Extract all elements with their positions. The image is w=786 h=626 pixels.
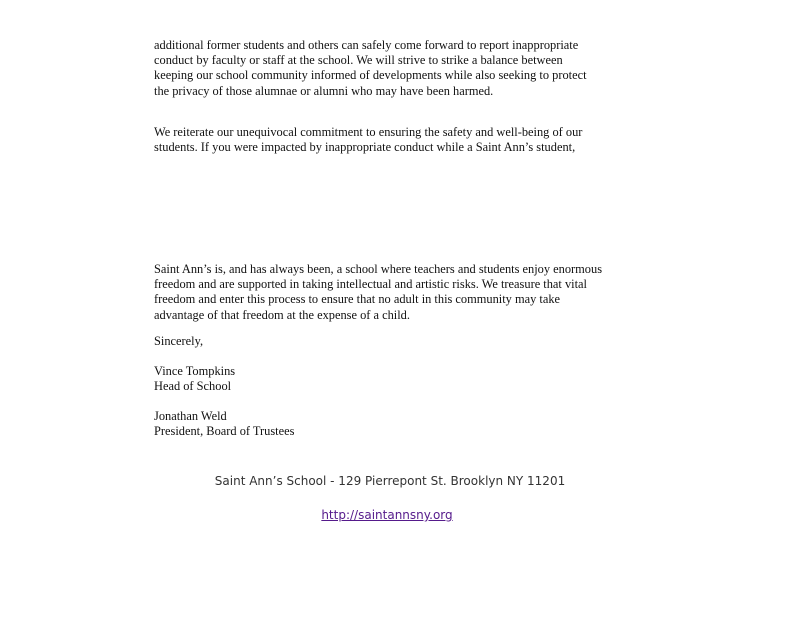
paragraph-text: We reiterate our unequivocal commitment to ensuring the safety and well-being of our students. If you were impacted by inappropriate conduct while a Saint Ann’s student, [154, 125, 583, 155]
signatory-name: Jonathan Weld [154, 409, 227, 423]
signatory-name: Vince Tompkins [154, 364, 236, 378]
signature-block-president [154, 409, 654, 439]
signature-block-head [154, 364, 654, 394]
signatory-title: Head of School [154, 379, 232, 394]
signatory-title: President, Board of Trustees [154, 424, 295, 439]
paragraph-text: additional former students and others can safely come forward to report inappropriate conduct by faculty or staff at the school. We will strive to strike a balance between keeping our school community informed of developments while also seeking to protect the privacy of those alumnae or alumni who may have been harmed. [154, 38, 587, 98]
footer-link-container [0, 508, 780, 522]
footer-address: Saint Ann’s School - 129 Pierrepont St. Brooklyn NY 11201 [214, 474, 566, 488]
letter-paragraph-3 [154, 262, 654, 323]
paragraph-text: Saint Ann’s is, and has always been, a school where teachers and students enjoy enormous freedom and are supported in taking intellectual and artistic risks. We treasure that vital freedom and enter this process to ensure that no adult in this community may take advantage of that freedom at the expense of a child. [154, 262, 603, 322]
letter-closing [154, 334, 654, 349]
letter-paragraph-2 [154, 125, 654, 155]
website-link[interactable]: http://saintannsny.org [321, 508, 453, 522]
closing-text: Sincerely, [154, 334, 204, 348]
letter-paragraph-1 [154, 38, 654, 99]
